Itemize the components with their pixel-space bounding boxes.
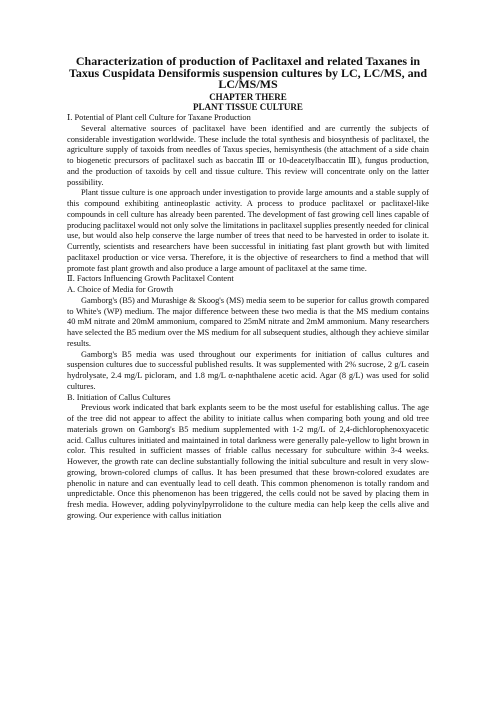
paragraph-4: Gamborg's B5 media was used throughout our experiments for initiation of callus cultures and suspension cultures due to successful published results. It was supplemented with 2% sucrose, 2 g/L casein hydrolysate, 2.4 mg/L picloram, and 1.8 mg/L α-naphthalene acetic acid. Agar (8 g/L) was used for solid cultures.: [67, 349, 429, 391]
subsection-heading-b: B. Initiation of Callus Cultures: [67, 392, 171, 402]
subsection-heading-a: A. Choice of Media for Growth: [67, 285, 174, 294]
section-heading-2: Ⅱ. Factors Influencing Growth Paclitaxel Content: [67, 274, 234, 284]
chapter-title: PLANT TISSUE CULTURE: [193, 102, 303, 112]
paragraph-3: Gamborg's (B5) and Murashige & Skoog's (MS) media seem to be superior for callus growth compared to White's (WP) medium. The major difference between these two media is that the MS medium contains 40 mM nitrate and 20mM ammonium, compared to 25mM nitrate and 2mM ammonium. Many researchers have selected the B5 medium over the MS medium for all subsequent studies, although they achieve similar results.: [67, 295, 429, 348]
document-title: Characterization of production of Paclitaxel and related Taxanes in Taxus Cuspidata Densiformis suspension cultures by LC, LC/MS, and LC/MS/MS: [68, 54, 428, 91]
paragraph-2: Plant tissue culture is one approach under investigation to provide large amounts and a stable supply of this compound exhibiting antineoplastic activity. A process to produce paclitaxel or paclitaxel-like compounds in cell culture has already been parented. The development of fast growing cell lines capable of producing paclitaxel would not only solve the limitations in paclitaxel supplies presently needed for clinical use, but would also help conserve the large number of trees that need to be harvested in order to isolate it. Currently, scientists and researchers have been successful in initiating fast plant growth but with limited paclitaxel production or vice versa. Therefore, it is the objective of researchers to find a method that will promote fast plant growth and also produce a large amount of paclitaxel at the same time.: [67, 188, 429, 273]
paragraph-5: Previous work indicated that bark explants seem to be the most useful for establishing callus. The age of the tree did not appear to affect the ability to initiate callus when comparing both young and old tree materials grown on Gamborg's B5 medium supplemented with 1-2 mg/L of 2,4-dichlorophenoxyacetic acid. Callus cultures initiated and maintained in total darkness were generally pale-yellow to light brown in color. This resulted in sufficient masses of friable callus necessary for subculture within 3-4 weeks. However, the growth rate can decline substantially following the initial subculture and result in very slow-growing, brown-colored clumps of callus. It has been presumed that these brown-colored exudates are phenolic in nature and can eventually lead to cell death. This common phenomenon is totally random and unpredictable. Once this phenomenon has been triggered, the cells could not be saved by placing them in fresh media. However, adding polyvinylpyrrolidone to the culture media can help keep the cells alive and growing. Our experience with callus initiation: [67, 403, 429, 520]
chapter-label: CHAPTER THERE: [209, 92, 287, 102]
paragraph-1: Several alternative sources of paclitaxel have been identified and are currently the subjects of considerable investigation worldwide. These include the total synthesis and biosynthesis of paclitaxel, the agriculture supply of taxoids from needles of Taxus species, hemisynthesis (the attachment of a side chain to biogenetic precursors of paclitaxel such as baccatin Ⅲ or 10-deacetylbaccatin Ⅲ), fungus production, and the production of taxoids by cell and tissue culture. This review will concentrate only on the latter possibility.: [67, 123, 429, 187]
section-heading-1: Ⅰ. Potential of Plant cell Culture for Taxane Production: [67, 113, 251, 122]
document-body: [67, 113, 429, 522]
